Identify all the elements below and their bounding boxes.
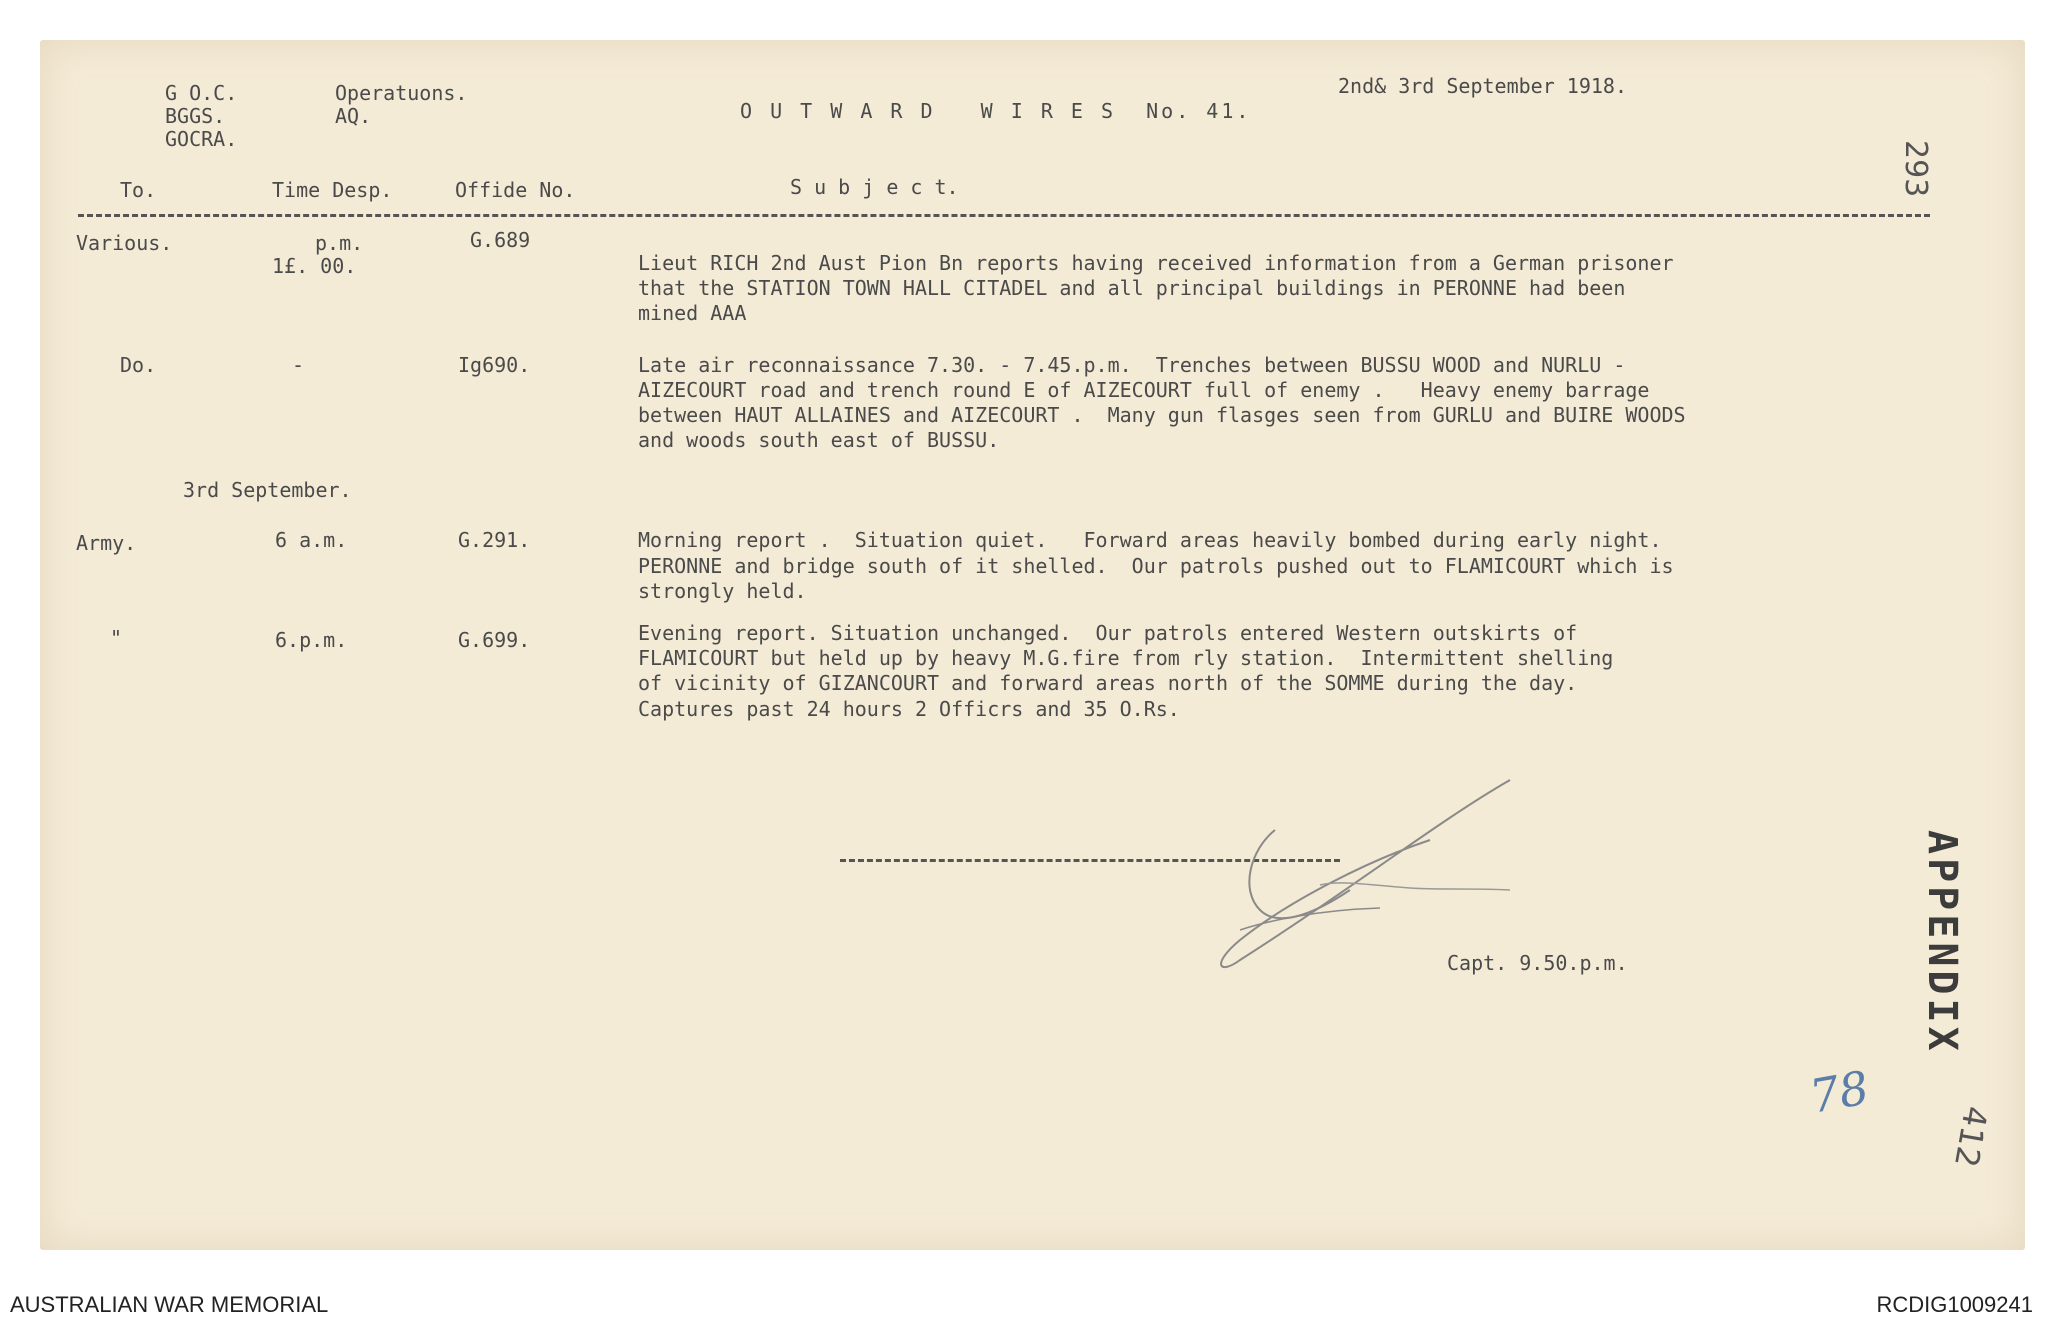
document-title: O U T W A R D W I R E S No. 41. — [740, 99, 1252, 123]
column-time: Time Desp. — [272, 178, 393, 202]
appendix-number: 78 — [1805, 1060, 1873, 1124]
entry-1-subject-line1: Lieut RICH 2nd Aust Pion Bn reports having received information from a German prisoner — [638, 251, 1674, 275]
entry-4-to: " — [110, 626, 123, 650]
entry-1-time-line2: 1£. 00. — [272, 254, 357, 278]
entry-1-to: Various. — [76, 231, 173, 255]
distribution-operations: Operatuons. — [335, 81, 468, 105]
entry-3-subject-line3: strongly held. — [638, 579, 807, 603]
column-to: To. — [120, 178, 157, 202]
entry-4-time: 6.p.m. — [275, 628, 348, 652]
entry-3-to: Army. — [76, 531, 137, 555]
appendix-stamp: APPENDIX — [1919, 830, 1965, 1055]
entry-3-office: G.291. — [458, 528, 531, 552]
distribution-aq: AQ. — [335, 104, 372, 128]
entry-4-office: G.699. — [458, 628, 531, 652]
document-date: 2nd& 3rd September 1918. — [1338, 74, 1627, 98]
folio-number: 412 — [1946, 1103, 1995, 1171]
entry-3-time: 6 a.m. — [275, 528, 348, 552]
column-subject: S u b j e c t. — [790, 175, 959, 199]
entry-2-time: - — [292, 353, 305, 377]
entry-2-subject-line1: Late air reconnaissance 7.30. - 7.45.p.m. Trenches between BUSSU WOOD and NURLU - — [638, 353, 1626, 377]
entry-3-subject-line2: PERONNE and bridge south of it shelled. Our patrols pushed out to FLAMICOURT which is — [638, 554, 1674, 578]
signature-closing: Capt. 9.50.p.m. — [1447, 951, 1628, 975]
footer-source: AUSTRALIAN WAR MEMORIAL — [10, 1292, 329, 1317]
distribution-bggs: BGGS. — [165, 104, 226, 128]
entry-3-subject-line1: Morning report . Situation quiet. Forward areas heavily bombed during early night. — [638, 528, 1662, 552]
entry-2-subject-line3: between HAUT ALLAINES and AIZECOURT . Many gun flasges seen from GURLU and BUIRE WOODS — [638, 403, 1686, 427]
entry-4-subject-line4: Captures past 24 hours 2 Officrs and 35 O.Rs. — [638, 697, 1180, 721]
distribution-gocra: GOCRA. — [165, 127, 238, 151]
entry-1-subject-line3: mined AAA — [638, 301, 747, 325]
entry-4-subject-line3: of vicinity of GIZANCOURT and forward areas north of the SOMME during the day. — [638, 671, 1578, 695]
entry-2-subject-line2: AIZECOURT road and trench round E of AIZECOURT full of enemy . Heavy enemy barrage — [638, 378, 1650, 402]
stamp-number: 293 — [1898, 140, 1933, 198]
section-label-3rd-september: 3rd September. — [183, 478, 352, 502]
footer-id: RCDIG1009241 — [1876, 1292, 2033, 1317]
column-office: Offide No. — [455, 178, 576, 202]
entry-4-subject-line2: FLAMICOURT but held up by heavy M.G.fire from rly station. Intermittent shelling — [638, 646, 1614, 670]
entry-4-subject-line1: Evening report. Situation unchanged. Our patrols entered Western outskirts of — [638, 621, 1578, 645]
distribution-goc: G O.C. — [165, 81, 238, 105]
entry-2-to: Do. — [120, 353, 157, 377]
entry-2-subject-line4: and woods south east of BUSSU. — [638, 428, 1000, 452]
entry-1-time-line1: p.m. — [315, 231, 364, 255]
header-divider — [78, 214, 1930, 217]
entry-2-office: Ig690. — [458, 353, 531, 377]
entry-1-office: G.689 — [470, 228, 531, 252]
entry-1-subject-line2: that the STATION TOWN HALL CITADEL and all principal buildings in PERONNE had been — [638, 276, 1626, 300]
